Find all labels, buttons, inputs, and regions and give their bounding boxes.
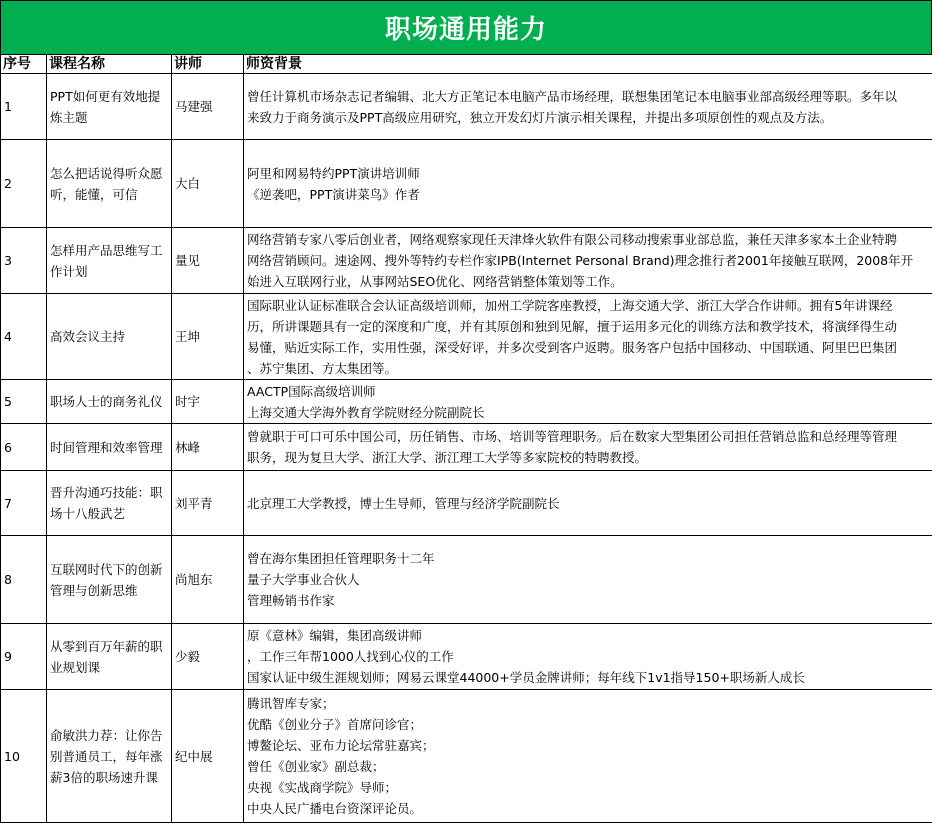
- cell-course[interactable]: 晋升沟通巧技能：职场十八般武艺: [47, 471, 172, 536]
- background-line: 曾任《创业家》副总裁；: [247, 759, 385, 774]
- background-line: 博鳌论坛、亚布力论坛常驻嘉宾；: [247, 738, 435, 753]
- cell-lecturer[interactable]: 林峰: [172, 424, 244, 471]
- table-row: [1, 471, 932, 536]
- cell-background[interactable]: [244, 624, 932, 690]
- cell-background[interactable]: [244, 74, 932, 140]
- background-line: 历，所讲课题具有一定的深度和广度，并有其原创和独到见解，擅于运用多元化的训练方法和教学技术，将演绎得生动: [247, 318, 898, 334]
- cell-lecturer[interactable]: 刘平青: [172, 471, 244, 536]
- table-row: [1, 690, 932, 823]
- background-line: 优酷《创业分子》首席问诊官；: [247, 717, 423, 732]
- cell-no[interactable]: 10: [1, 690, 47, 823]
- table-row: [1, 74, 932, 140]
- background-line: 职务，现为复旦大学、浙江大学、浙江理工大学等多家院校的特聘教授。: [247, 450, 648, 465]
- cell-lecturer[interactable]: 少毅: [172, 624, 244, 690]
- header-row: [1, 55, 932, 74]
- background-line: 原《意林》编辑，集团高级讲师: [247, 628, 423, 643]
- table-row: [1, 380, 932, 424]
- cell-no[interactable]: 2: [1, 140, 47, 228]
- background-line: 阿里和网易特约PPT演讲培训师: [247, 165, 420, 181]
- background-line: 来致力于商务演示及PPT高级应用研究，独立开发幻灯片演示相关课程，并提出多项原创性的观点及方法。: [247, 109, 833, 125]
- background-line: 管理畅销书作家: [247, 593, 335, 608]
- background-line: 《逆袭吧，PPT演讲菜鸟》作者: [247, 186, 420, 202]
- cell-course[interactable]: 时间管理和效率管理: [47, 424, 172, 471]
- background-line: 曾任计算机市场杂志记者编辑、北大方正笔记本电脑产品市场经理，联想集团笔记本电脑事业部高级经理等职。多年以: [247, 88, 898, 104]
- cell-no[interactable]: 4: [1, 294, 47, 380]
- header-no[interactable]: 序号: [1, 55, 47, 74]
- background-line: 上海交通大学海外教育学院财经分院副院长: [247, 404, 485, 420]
- sheet-title: 职场通用能力: [384, 15, 547, 45]
- background-line: 曾在海尔集团担任管理职务十二年: [247, 551, 435, 566]
- background-line: AACTP国际高级培训师: [247, 383, 376, 399]
- cell-background[interactable]: [244, 536, 932, 624]
- cell-no[interactable]: 9: [1, 624, 47, 690]
- cell-background[interactable]: [244, 228, 932, 294]
- table-row: [1, 424, 932, 471]
- background-line: 、苏宁集团、方太集团等。: [247, 360, 398, 376]
- background-line: 量子大学事业合伙人: [247, 572, 360, 587]
- cell-background[interactable]: [244, 424, 932, 471]
- table-row: [1, 536, 932, 624]
- background-line: 网络营销专家八零后创业者，网络观察家现任天津烽火软件有限公司移动搜索事业部总监，兼任天津多家本土企业特聘: [247, 232, 898, 247]
- header-background[interactable]: 师资背景: [244, 55, 932, 74]
- cell-no[interactable]: 7: [1, 471, 47, 536]
- cell-lecturer[interactable]: 王坤: [172, 294, 244, 380]
- cell-background[interactable]: [244, 294, 932, 380]
- cell-course[interactable]: 高效会议主持: [47, 294, 172, 380]
- table-row: [1, 140, 932, 228]
- cell-lecturer[interactable]: 大白: [172, 140, 244, 228]
- background-line: 中央人民广播电台资深评论员。: [247, 801, 423, 816]
- background-line: 国际职业认证标准联合会认证高级培训师，加州工学院客座教授，上海交通大学、浙江大学合作讲师。拥有5年讲课经: [247, 297, 893, 313]
- background-line: ，工作三年帮1000人找到心仪的工作: [247, 649, 454, 664]
- table-row: [1, 294, 932, 380]
- course-table: [0, 54, 932, 823]
- cell-course[interactable]: 怎么把话说得听众愿听，能懂，可信: [47, 140, 172, 228]
- title-bar[interactable]: [0, 0, 932, 55]
- cell-background[interactable]: [244, 380, 932, 424]
- cell-lecturer[interactable]: 量见: [172, 228, 244, 294]
- cell-no[interactable]: 5: [1, 380, 47, 424]
- background-line: 央视《实战商学院》导师；: [247, 780, 398, 795]
- background-line: 北京理工大学教授，博士生导师，管理与经济学院副院长: [247, 495, 560, 511]
- cell-course[interactable]: 从零到百万年薪的职业规划课: [47, 624, 172, 690]
- cell-no[interactable]: 8: [1, 536, 47, 624]
- cell-course[interactable]: 互联网时代下的创新管理与创新思维: [47, 536, 172, 624]
- background-line: 易懂，贴近实际工作，实用性强，深受好评，并多次受到客户返聘。服务客户包括中国移动、中国联通、阿里巴巴集团: [247, 339, 898, 355]
- header-course[interactable]: 课程名称: [47, 55, 172, 74]
- cell-course[interactable]: 俞敏洪力荐：让你告别普通员工，每年涨薪3倍的职场速升课: [47, 690, 172, 823]
- cell-background[interactable]: [244, 140, 932, 228]
- background-line: 国家认证中级生涯规划师；网易云课堂44000+学员金牌讲师；每年线下1v1指导150+职场新人成长: [247, 670, 805, 685]
- cell-lecturer[interactable]: 尚旭东: [172, 536, 244, 624]
- cell-course[interactable]: 职场人士的商务礼仪: [47, 380, 172, 424]
- cell-background[interactable]: [244, 690, 932, 823]
- cell-background[interactable]: [244, 471, 932, 536]
- cell-course[interactable]: PPT如何更有效地提炼主题: [47, 74, 172, 140]
- header-lecturer[interactable]: 讲师: [172, 55, 244, 74]
- background-line: 始进入互联网行业，从事网站SEO优化、网络营销整体策划等工作。: [247, 274, 623, 289]
- background-line: 曾就职于可口可乐中国公司，历任销售、市场、培训等管理职务。后在数家大型集团公司担任营销总监和总经理等管理: [247, 429, 898, 444]
- cell-lecturer[interactable]: 纪中展: [172, 690, 244, 823]
- cell-course[interactable]: 怎样用产品思维写工作计划: [47, 228, 172, 294]
- background-line: 腾讯智库专家；: [247, 696, 335, 711]
- cell-no[interactable]: 6: [1, 424, 47, 471]
- cell-lecturer[interactable]: 马建强: [172, 74, 244, 140]
- table-row: [1, 228, 932, 294]
- cell-no[interactable]: 3: [1, 228, 47, 294]
- cell-no[interactable]: 1: [1, 74, 47, 140]
- background-line: 网络营销顾问。速途网、搜外等特约专栏作家IPB(Internet Personal Brand)理念推行者2001年接触互联网，2008年开: [247, 253, 914, 268]
- table-row: [1, 624, 932, 690]
- cell-lecturer[interactable]: 时宇: [172, 380, 244, 424]
